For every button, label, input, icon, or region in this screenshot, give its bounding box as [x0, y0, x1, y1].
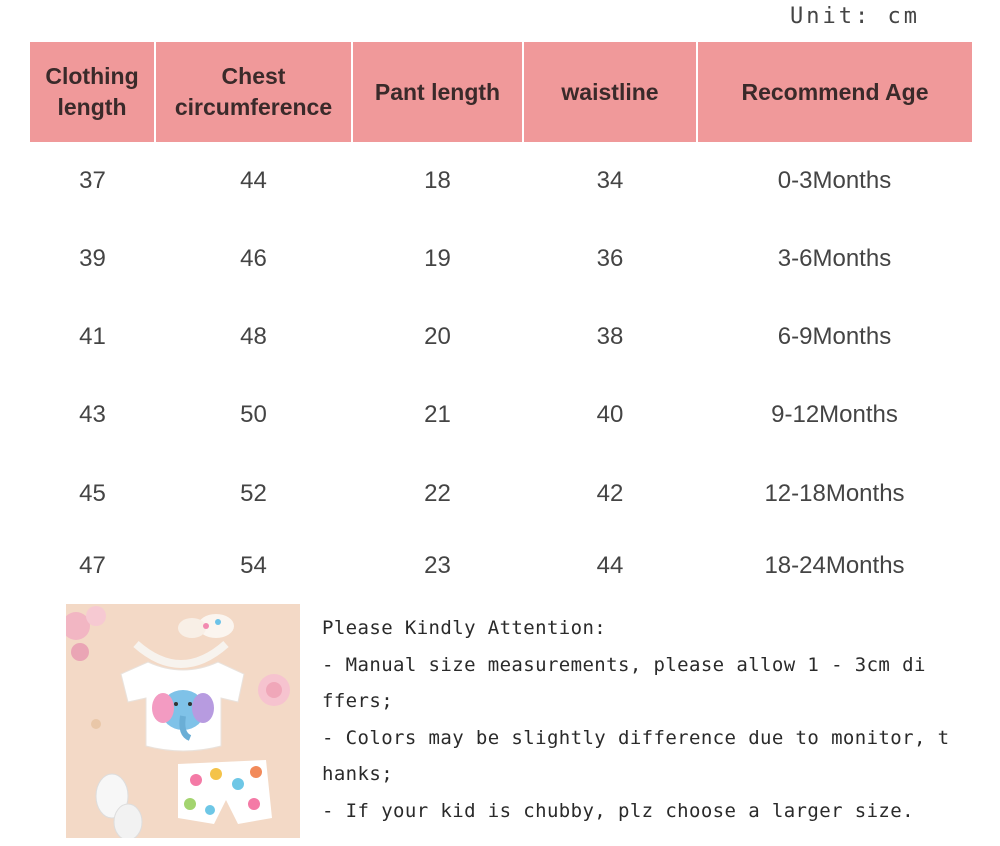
- note-line: - Colors may be slightly difference due to monitor, t: [322, 726, 950, 749]
- cell-clothing-length: 39: [79, 245, 106, 272]
- header-text: length: [57, 94, 127, 120]
- table-row: [30, 142, 972, 220]
- cell-waistline: 36: [596, 245, 624, 272]
- header-text: Pant length: [374, 78, 501, 105]
- cell-chest: 50: [240, 401, 267, 428]
- table-row: [30, 454, 972, 534]
- cell-pant-length: 20: [424, 323, 451, 350]
- cell-age: 18-24Months: [764, 552, 905, 579]
- cell-chest: 44: [240, 167, 267, 194]
- note-line: ffers;: [322, 690, 394, 712]
- cell-clothing-length: 45: [79, 480, 106, 507]
- table-row: [30, 298, 972, 376]
- cell-waistline: 42: [596, 480, 624, 507]
- header-clothing-length: [30, 42, 155, 142]
- cell-pant-length: 23: [424, 552, 451, 579]
- header-waistline: [523, 42, 697, 142]
- baby-outfit-elephant-icon: [66, 604, 300, 838]
- cell-age: 3-6Months: [777, 245, 892, 272]
- cell-clothing-length: 41: [79, 323, 106, 350]
- table-row: [30, 534, 972, 598]
- cell-chest: 46: [240, 245, 267, 272]
- attention-notes: [322, 610, 972, 829]
- header-text: Chest: [221, 63, 286, 89]
- cell-waistline: 38: [596, 323, 624, 350]
- cell-waistline: 34: [596, 167, 624, 194]
- header-text: Clothing: [45, 63, 139, 89]
- header-chest-circumference: [155, 42, 352, 142]
- cell-clothing-length: 37: [79, 167, 106, 194]
- product-photo: [66, 604, 300, 838]
- cell-age: 0-3Months: [777, 167, 892, 194]
- table-header-row: [30, 42, 972, 142]
- table-row: [30, 376, 972, 454]
- header-pant-length: [352, 42, 523, 142]
- cell-chest: 52: [240, 480, 267, 507]
- header-text: circumference: [174, 94, 333, 120]
- cell-pant-length: 21: [424, 401, 451, 428]
- cell-waistline: 40: [596, 401, 624, 428]
- cell-pant-length: 18: [424, 167, 451, 194]
- header-recommend-age: [697, 42, 972, 142]
- note-line: - If your kid is chubby, plz choose a larger size.: [322, 799, 914, 822]
- cell-chest: 54: [240, 552, 267, 579]
- header-text: Recommend Age: [741, 78, 929, 105]
- cell-age: 6-9Months: [777, 323, 892, 350]
- cell-age: 9-12Months: [771, 401, 898, 428]
- unit-label: Unit: cm: [790, 4, 920, 29]
- size-chart-table: [30, 42, 972, 598]
- cell-chest: 48: [240, 323, 267, 350]
- table-row: [30, 220, 972, 298]
- cell-clothing-length: 43: [79, 401, 106, 428]
- notes-title: Please Kindly Attention:: [322, 617, 607, 639]
- cell-age: 12-18Months: [764, 480, 905, 507]
- note-line: - Manual size measurements, please allow 1 - 3cm di: [322, 653, 926, 676]
- cell-clothing-length: 47: [79, 552, 106, 579]
- cell-pant-length: 19: [424, 245, 451, 272]
- note-line: hanks;: [322, 763, 394, 785]
- cell-pant-length: 22: [424, 480, 451, 507]
- header-text: waistline: [561, 78, 659, 105]
- cell-waistline: 44: [596, 552, 624, 579]
